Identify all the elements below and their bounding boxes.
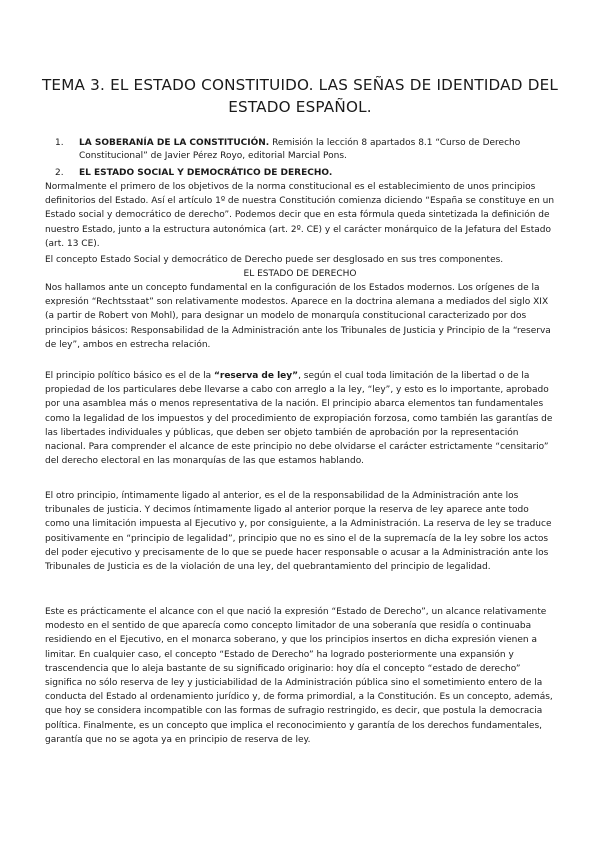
page-title: TEMA 3. EL ESTADO CONSTITUIDO. LAS SEÑAS DE IDENTIDAD DEL ESTADO ESPAÑOL.	[41, 76, 559, 116]
paragraph-origins: Nos hallamos ante un concepto fundamental en la configuración de los Estados modernos. Los orígenes de la expresión “Rechtsstaat” son relativamente modestos. Aparece en la doctrina alemana a mediados del siglo XIX (a partir de Robert von Mohl), para designar un modelo de monarquía constitucional caracterizado por dos principios básicos: Responsabilidad de la Administración ante los Tribunales de Justicia y Principio de la “reserva de ley”, ambos en estrecha relación.	[45, 283, 551, 350]
paragraph-intro: Normalmente el primero de los objetivos de la norma constitucional es el establecimiento de unos principios definitorios del Estado. Así el artículo 1º de nuestra Constitución comienza diciendo “España se constituye en un Estado social y democrático de derecho”. Podemos decir que en esta fórmula queda sintetizada la definición de nuestro Estado, junto a la estructura autonómica (art. 2º. CE) y el carácter monárquico de la Jefatura del Estado (art. 13 CE).	[45, 182, 555, 249]
list-item-text: Remisión la lección 8 apartados 8.1 “Curso de Derecho Constitucional” de Javier Pérez Royo, editorial Marcial Pons.	[79, 138, 521, 162]
paragraph-text: El principio político básico es el de la	[45, 371, 214, 381]
paragraph-reserva-de-ley	[45, 369, 555, 468]
paragraph-alcance: Este es prácticamente el alcance con el que nació la expresión “Estado de Derecho”, un alcance relativamente modesto en el sentido de que aparecía como concepto limitador de una soberanía que residía o continuaba residiendo en el Ejecutivo, en el monarca soberano, y que los principios insertos en dicha expresión vienen a limitar. En cualquier caso, el concepto “Estado de Derecho” ha logrado posteriormente una expansión y trascendencia que lo aleja bastante de su significado originario: hoy día el concepto “estado de derecho” significa no sólo reserva de ley y justiciabilidad de la Administración pública sino el sometimiento entero de la conducta del Estado al ordenamiento jurídico y, de forma primordial, a la Constitución. Es un concepto, además, que hoy se considera incompatible con las formas de sufragio restringido, es decir, que postula la democracia política. Finalmente, es un concepto que implica el reconocimiento y garantía de los derechos fundamentales, garantía que no se agota ya en principio de reserva de ley.	[45, 607, 553, 745]
list-item-body	[79, 167, 555, 180]
bold-term: “reserva de ley”	[213, 371, 299, 381]
list-item-body	[79, 137, 555, 164]
list-item-heading: LA SOBERANÍA DE LA CONSTITUCIÓN.	[79, 138, 270, 148]
list-item-heading: EL ESTADO SOCIAL Y DEMOCRÁTICO DE DERECHO.	[79, 168, 333, 178]
paragraph-responsabilidad: El otro principio, íntimamente ligado al anterior, es el de la responsabilidad de la Administración ante los tribunales de justicia. Y decimos íntimamente ligado al anterior porque la reserva de ley aparece ante todo como una limitación impuesta al Ejecutivo y, por consiguiente, a la Administración. La reserva de ley se traduce positivamente en “principio de legalidad”, principio que no es sino el de la supremacía de la ley sobre los actos del poder ejecutivo y precisamente de lo que se puede hacer responsable o acusar a la Administración ante los Tribunales de Justicia es de la violación de una ley, del quebrantamiento del principio de legalidad.	[45, 491, 552, 573]
paragraph-text: , según el cual toda limitación de la libertad o de la propiedad de los particulares debe llevarse a cabo con arreglo a la ley, “ley”, y esto es lo importante, aprobado por una asamblea más o menos representativa de la nación. El principio abarca elementos tan fundamentales como la legalidad de los impuestos y del procedimiento de expropiación forzosa, como también las garantías de las libertades individuales y públicas, que deben ser objeto también de aprobación por la representación nacional. Para comprender el alcance de este principio no debe olvidarse el carácter estrictamente “censitario” del derecho electoral en las monarquías de las que estamos hablando.	[45, 371, 553, 467]
section-subheading: EL ESTADO DE DERECHO	[243, 269, 357, 279]
list-number: 2.	[55, 168, 64, 178]
paragraph-components: El concepto Estado Social y democrático de Derecho puede ser desglosado en sus tres componentes.	[45, 255, 504, 265]
list-number: 1.	[55, 138, 64, 148]
